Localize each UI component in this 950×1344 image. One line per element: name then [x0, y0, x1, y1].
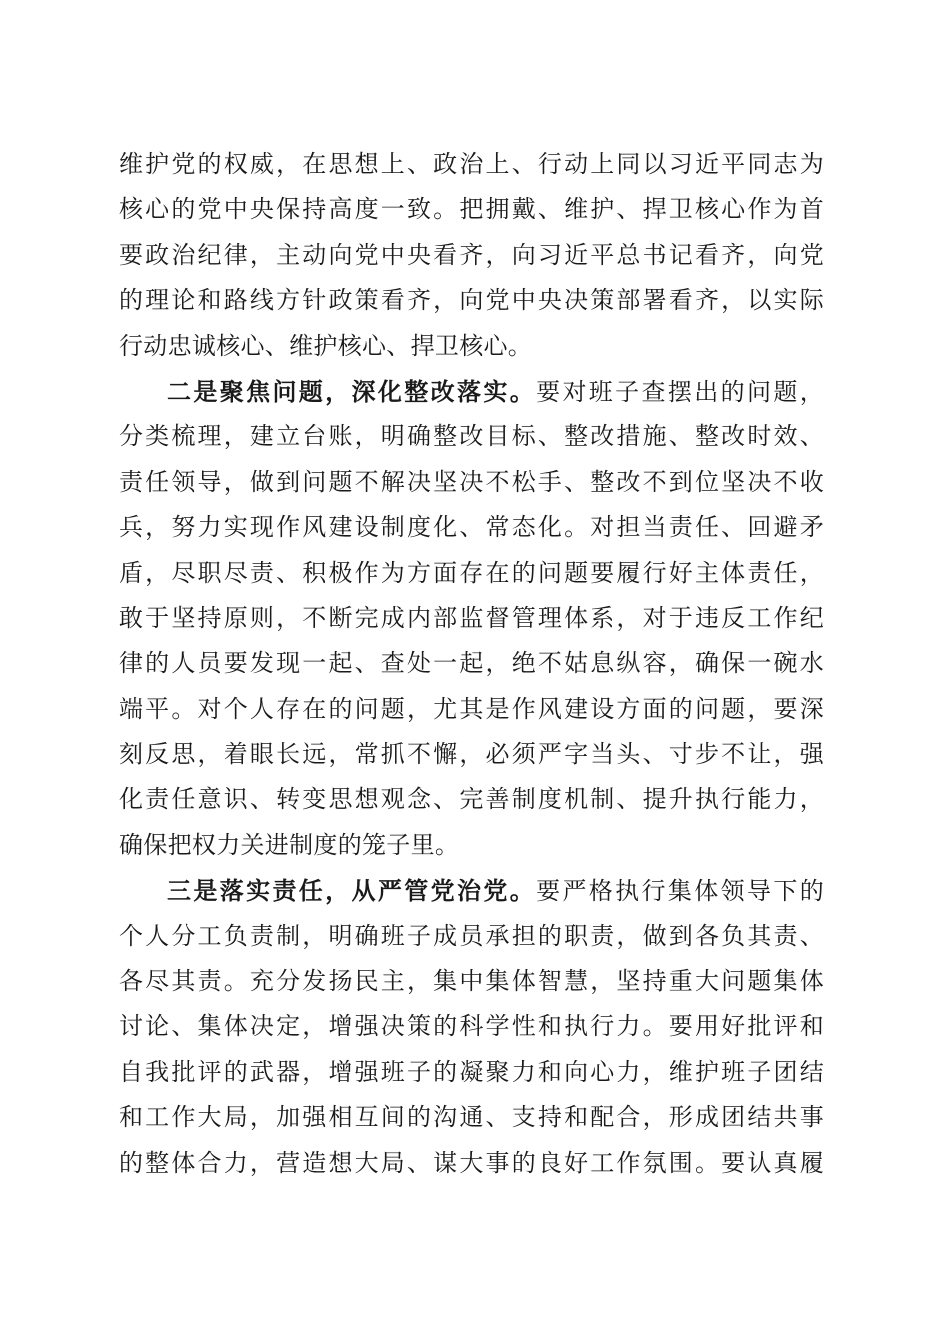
- text-line: 律的人员要发现一起、查处一起，绝不姑息纵容，确保一碗水: [119, 649, 824, 678]
- paragraph-2: [119, 369, 824, 868]
- text-line: 确保把权力关进制度的笼子里。: [119, 830, 460, 859]
- text-line: 刻反思，着眼长远，常抓不懈，必须严字当头、寸步不让，强: [119, 740, 824, 769]
- text-run: 要严格执行集体领导下的: [536, 877, 824, 906]
- text-line: 行动忠诚核心、维护核心、捍卫核心。: [119, 331, 533, 360]
- paragraph-heading: 三是落实责任，从严管党治党。: [167, 876, 537, 906]
- text-line: 敢于坚持原则，不断完成内部监督管理体系，对于违反工作纪: [119, 603, 824, 632]
- paragraph-3: [119, 868, 824, 1186]
- text-line: 各尽其责。充分发扬民主，集中集体智慧，坚持重大问题集体: [119, 967, 824, 996]
- text-line: 个人分工负责制，明确班子成员承担的职责，做到各负其责、: [119, 921, 824, 950]
- text-line: 要政治纪律，主动向党中央看齐，向习近平总书记看齐，向党: [119, 240, 824, 269]
- text-line: 兵，努力实现作风建设制度化、常态化。对担当责任、回避矛: [119, 513, 824, 542]
- text-line: 分类梳理，建立台账，明确整改目标、整改措施、整改时效、: [119, 422, 824, 451]
- text-line: 的理论和路线方针政策看齐，向党中央决策部署看齐，以实际: [119, 286, 824, 315]
- text-line: 责任领导，做到问题不解决坚决不松手、整改不到位坚决不收: [119, 467, 824, 496]
- text-run: 要对班子查摆出的问题，: [536, 377, 824, 406]
- text-line: 讨论、集体决定，增强决策的科学性和执行力。要用好批评和: [119, 1012, 824, 1041]
- paragraph-heading: 二是聚焦问题，深化整改落实。: [167, 376, 537, 406]
- text-line: 维护党的权威，在思想上、政治上、行动上同以习近平同志为: [119, 150, 824, 178]
- paragraph-first-line: [119, 369, 824, 414]
- text-line: 的整体合力，营造想大局、谋大事的良好工作氛围。要认真履: [119, 1148, 824, 1177]
- paragraph-first-line: [119, 868, 824, 913]
- text-line: 化责任意识、转变思想观念、完善制度机制、提升执行能力，: [119, 785, 824, 814]
- text-line: 核心的党中央保持高度一致。把拥戴、维护、捍卫核心作为首: [119, 195, 824, 224]
- text-line: 自我批评的武器，增强班子的凝聚力和向心力，维护班子团结: [119, 1057, 824, 1086]
- document-body: [119, 142, 824, 1186]
- text-line: 盾，尽职尽责、积极作为方面存在的问题要履行好主体责任，: [119, 558, 824, 587]
- paragraph-1: [119, 142, 824, 369]
- text-line: 和工作大局，加强相互间的沟通、支持和配合，形成团结共事: [119, 1103, 824, 1132]
- text-line: 端平。对个人存在的问题，尤其是作风建设方面的问题，要深: [119, 694, 824, 723]
